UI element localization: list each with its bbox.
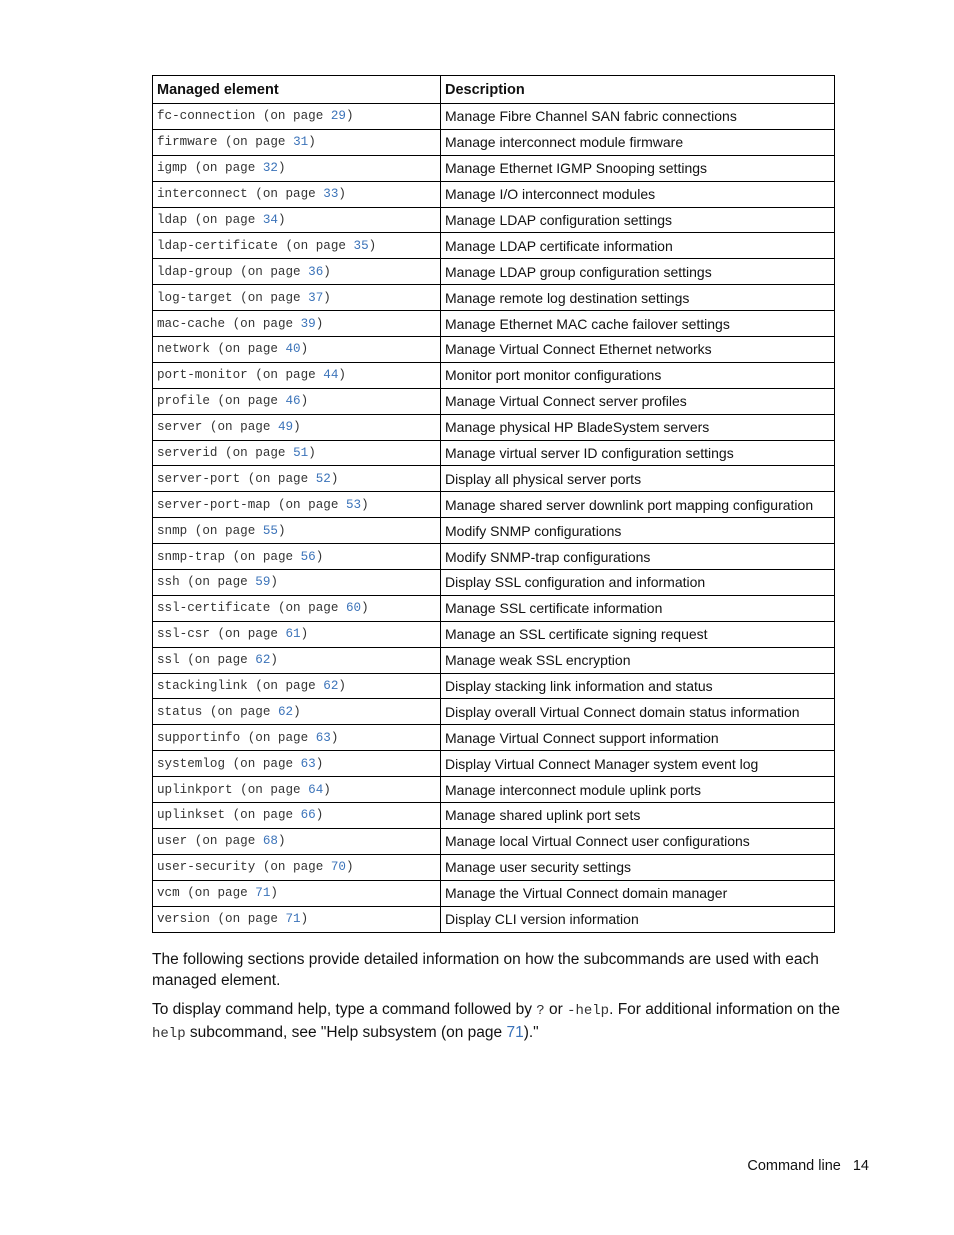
help-text-1: To display command help, type a command followed by	[152, 1001, 537, 1018]
table-row	[153, 362, 835, 388]
page-link[interactable]: 39	[300, 316, 316, 331]
managed-element-cell	[153, 337, 441, 363]
on-page-text: (on page	[217, 394, 278, 409]
table-row	[153, 388, 835, 414]
managed-element-cell	[153, 880, 441, 906]
managed-element-cell	[153, 388, 441, 414]
element-name: supportinfo	[157, 730, 241, 745]
close-paren: )	[361, 601, 369, 616]
on-page-text: (on page	[232, 316, 294, 331]
element-name: log-target	[157, 290, 233, 305]
element-name: server-port	[157, 471, 241, 486]
page-link[interactable]: 61	[285, 627, 301, 642]
table-row	[153, 595, 835, 621]
description-cell: Display SSL configuration and information	[441, 570, 835, 596]
on-page-text: (on page	[255, 187, 316, 202]
managed-element-cell	[153, 233, 441, 259]
help-paragraph	[152, 999, 852, 1045]
close-paren: )	[315, 549, 324, 564]
close-paren: )	[293, 420, 301, 435]
managed-element-cell	[153, 673, 441, 699]
description-cell: Manage Ethernet IGMP Snooping settings	[441, 155, 835, 181]
close-paren: )	[323, 264, 331, 279]
managed-element-cell	[153, 311, 441, 337]
page-link[interactable]: 44	[323, 368, 339, 383]
managed-elements-table	[152, 75, 835, 933]
close-paren: )	[323, 290, 331, 305]
page-link[interactable]: 66	[300, 808, 316, 823]
on-page-text: (on page	[187, 653, 248, 668]
description-cell: Manage Virtual Connect Ethernet networks	[441, 337, 835, 363]
table-header-row	[153, 76, 835, 104]
description-cell: Manage user security settings	[441, 854, 835, 880]
page-link[interactable]: 59	[255, 575, 271, 590]
table-row	[153, 285, 835, 311]
close-paren: )	[277, 213, 286, 227]
help-text-3: . For additional information on the	[609, 1001, 841, 1018]
table-row	[153, 906, 835, 932]
close-paren: )	[315, 808, 324, 823]
table-row	[153, 647, 835, 673]
page-link[interactable]: 62	[277, 704, 294, 719]
element-name: vcm	[157, 886, 180, 901]
managed-element-cell	[153, 207, 441, 233]
table-row	[153, 492, 835, 518]
description-cell: Display all physical server ports	[441, 466, 835, 492]
description-cell: Display Virtual Connect Manager system event log	[441, 751, 835, 777]
element-name: fc-connection	[157, 109, 256, 124]
table-row	[153, 466, 835, 492]
close-paren: )	[308, 135, 316, 150]
page-link[interactable]: 35	[353, 238, 369, 253]
description-cell: Display stacking link information and status	[441, 673, 835, 699]
page-link[interactable]: 52	[315, 471, 331, 486]
managed-element-cell	[153, 647, 441, 673]
close-paren: )	[315, 316, 324, 331]
description-cell: Manage local Virtual Connect user configurations	[441, 828, 835, 854]
on-page-text: (on page	[217, 627, 278, 642]
close-paren: )	[345, 109, 354, 124]
table-row	[153, 725, 835, 751]
table-body	[153, 104, 835, 933]
close-paren: )	[338, 679, 346, 694]
element-name: port-monitor	[157, 368, 248, 383]
page-link[interactable]: 29	[330, 109, 346, 124]
managed-element-cell	[153, 621, 441, 647]
on-page-text: (on page	[187, 575, 248, 590]
element-name: systemlog	[157, 756, 226, 771]
close-paren: )	[308, 446, 316, 461]
on-page-text: (on page	[232, 808, 294, 823]
footer-page-number: 14	[852, 1158, 869, 1174]
page-link[interactable]: 36	[308, 264, 324, 279]
table-row	[153, 104, 835, 130]
close-paren: )	[270, 575, 278, 590]
page-link[interactable]: 68	[262, 834, 278, 849]
managed-element-cell	[153, 854, 441, 880]
element-name: ssl-certificate	[157, 601, 271, 616]
table-row	[153, 803, 835, 829]
managed-element-cell	[153, 155, 441, 181]
managed-element-cell	[153, 362, 441, 388]
intro-paragraph: The following sections provide detailed information on how the subcommands are used with each managed element.	[152, 951, 819, 989]
on-page-text: (on page	[247, 730, 309, 745]
description-cell: Manage virtual server ID configuration settings	[441, 440, 835, 466]
element-name: ssh	[157, 575, 180, 590]
page-link[interactable]: 46	[285, 394, 301, 409]
element-name: status	[157, 704, 203, 719]
on-page-text: (on page	[240, 290, 301, 305]
on-page-text: (on page	[240, 264, 301, 279]
table-row	[153, 699, 835, 725]
description-cell: Manage Virtual Connect support information	[441, 725, 835, 751]
managed-element-cell	[153, 129, 441, 155]
description-cell: Display CLI version information	[441, 906, 835, 932]
page-link[interactable]: 55	[262, 523, 278, 538]
element-name: ldap-group	[157, 264, 233, 279]
description-cell: Manage physical HP BladeSystem servers	[441, 414, 835, 440]
close-paren: )	[270, 653, 278, 668]
description-cell: Manage Fibre Channel SAN fabric connections	[441, 104, 835, 130]
page-link[interactable]: 37	[308, 290, 324, 305]
close-paren: )	[323, 782, 331, 797]
description-cell: Manage shared uplink port sets	[441, 803, 835, 829]
page-link[interactable]: 63	[315, 730, 331, 745]
description-cell: Manage Ethernet MAC cache failover settings	[441, 311, 835, 337]
page-link[interactable]: 62	[255, 653, 271, 668]
table-row	[153, 673, 835, 699]
table-row	[153, 337, 835, 363]
page-link[interactable]: 64	[308, 782, 324, 797]
close-paren: )	[338, 368, 346, 383]
close-paren: )	[300, 627, 309, 642]
managed-element-cell	[153, 725, 441, 751]
description-cell: Manage the Virtual Connect domain manager	[441, 880, 835, 906]
description-cell: Manage LDAP certificate information	[441, 233, 835, 259]
table-row	[153, 518, 835, 544]
close-paren: )	[330, 471, 339, 486]
header-description: Description	[441, 76, 835, 104]
help-code-dash-help: -help	[567, 1003, 610, 1019]
on-page-text: (on page	[232, 549, 294, 564]
managed-element-cell	[153, 466, 441, 492]
element-name: firmware	[157, 135, 218, 150]
element-name: server	[157, 420, 203, 435]
page-link[interactable]: 53	[345, 497, 362, 512]
on-page-text: (on page	[225, 446, 286, 461]
help-text-2: or	[544, 1001, 568, 1018]
on-page-text: (on page	[232, 756, 294, 771]
managed-element-cell	[153, 414, 441, 440]
description-cell: Manage an SSL certificate signing request	[441, 621, 835, 647]
element-name: uplinkport	[157, 782, 233, 797]
managed-element-cell	[153, 828, 441, 854]
managed-element-cell	[153, 440, 441, 466]
on-page-text: (on page	[209, 704, 271, 719]
close-paren: )	[300, 912, 309, 927]
element-name: snmp	[157, 523, 188, 538]
on-page-text: (on page	[209, 420, 271, 435]
on-page-text: (on page	[194, 161, 256, 176]
page-link[interactable]: 71	[285, 912, 301, 927]
on-page-text: (on page	[187, 886, 248, 901]
on-page-text: (on page	[194, 213, 256, 227]
page-link[interactable]: 56	[300, 549, 316, 564]
managed-element-cell	[153, 285, 441, 311]
element-name: ssl	[157, 653, 180, 668]
description-cell: Manage SSL certificate information	[441, 595, 835, 621]
description-cell: Modify SNMP configurations	[441, 518, 835, 544]
page-link[interactable]: 71	[255, 886, 271, 901]
table-row	[153, 751, 835, 777]
on-page-text: (on page	[217, 912, 278, 927]
description-cell: Manage interconnect module uplink ports	[441, 777, 835, 803]
description-cell: Manage LDAP configuration settings	[441, 207, 835, 233]
managed-element-cell	[153, 803, 441, 829]
element-name: user	[157, 834, 188, 849]
table-row	[153, 880, 835, 906]
close-paren: )	[270, 886, 278, 901]
element-name: serverid	[157, 446, 218, 461]
element-name: uplinkset	[157, 808, 226, 823]
on-page-text: (on page	[277, 601, 339, 616]
element-name: interconnect	[157, 187, 248, 202]
page-link[interactable]: 70	[330, 860, 346, 875]
on-page-text: (on page	[225, 135, 286, 150]
element-name: network	[157, 342, 210, 357]
table-row	[153, 207, 835, 233]
on-page-text: (on page	[255, 679, 316, 694]
help-page-link[interactable]: 71	[506, 1024, 524, 1041]
page-link[interactable]: 33	[323, 187, 339, 202]
page-footer	[747, 1158, 869, 1174]
help-text-5: )."	[523, 1024, 539, 1041]
description-cell: Manage I/O interconnect modules	[441, 181, 835, 207]
close-paren: )	[300, 342, 309, 357]
header-managed-element: Managed element	[153, 76, 441, 104]
close-paren: )	[277, 161, 286, 176]
element-name: version	[157, 912, 210, 927]
close-paren: )	[361, 497, 369, 512]
managed-element-cell	[153, 699, 441, 725]
table-row	[153, 129, 835, 155]
table-row	[153, 414, 835, 440]
managed-element-cell	[153, 751, 441, 777]
element-name: ssl-csr	[157, 627, 210, 642]
table-row	[153, 440, 835, 466]
element-name: snmp-trap	[157, 549, 226, 564]
managed-element-cell	[153, 259, 441, 285]
managed-element-cell	[153, 518, 441, 544]
on-page-text: (on page	[217, 342, 278, 357]
element-name: user-security	[157, 860, 256, 875]
description-cell: Manage shared server downlink port mapping configuration	[441, 492, 835, 518]
table-row	[153, 181, 835, 207]
on-page-text: (on page	[247, 471, 309, 486]
description-cell: Manage interconnect module firmware	[441, 129, 835, 155]
help-code-help: help	[152, 1026, 186, 1042]
page-link[interactable]: 40	[285, 342, 301, 357]
element-name: profile	[157, 394, 210, 409]
page-link[interactable]: 49	[277, 420, 294, 435]
page-link[interactable]: 51	[293, 446, 309, 461]
table-row	[153, 233, 835, 259]
on-page-text: (on page	[285, 238, 346, 253]
managed-element-cell	[153, 595, 441, 621]
page-link[interactable]: 63	[300, 756, 316, 771]
element-name: mac-cache	[157, 316, 226, 331]
element-name: ldap-certificate	[157, 238, 278, 253]
element-name: server-port-map	[157, 497, 271, 512]
managed-element-cell	[153, 777, 441, 803]
description-cell: Manage remote log destination settings	[441, 285, 835, 311]
managed-element-cell	[153, 906, 441, 932]
managed-element-cell	[153, 492, 441, 518]
description-cell: Modify SNMP-trap configurations	[441, 544, 835, 570]
page-link[interactable]: 31	[293, 135, 309, 150]
footer-section-title: Command line	[747, 1158, 841, 1174]
table-row	[153, 544, 835, 570]
managed-element-cell	[153, 544, 441, 570]
description-cell: Manage LDAP group configuration settings	[441, 259, 835, 285]
on-page-text: (on page	[194, 834, 256, 849]
help-text-4: subcommand, see "Help subsystem (on page	[185, 1024, 507, 1041]
description-cell: Manage Virtual Connect server profiles	[441, 388, 835, 414]
page-link[interactable]: 62	[323, 679, 339, 694]
close-paren: )	[293, 704, 301, 719]
close-paren: )	[315, 756, 324, 771]
close-paren: )	[330, 730, 339, 745]
table-row	[153, 854, 835, 880]
table-row	[153, 570, 835, 596]
on-page-text: (on page	[262, 860, 324, 875]
description-cell: Monitor port monitor configurations	[441, 362, 835, 388]
element-name: ldap	[157, 213, 188, 227]
close-paren: )	[300, 394, 309, 409]
close-paren: )	[338, 187, 346, 202]
page-link[interactable]: 32	[262, 161, 278, 176]
close-paren: )	[345, 860, 354, 875]
table-row	[153, 777, 835, 803]
table-row	[153, 259, 835, 285]
on-page-text: (on page	[262, 109, 324, 124]
table-row	[153, 155, 835, 181]
close-paren: )	[277, 523, 286, 538]
on-page-text: (on page	[240, 782, 301, 797]
table-row	[153, 311, 835, 337]
description-cell: Manage weak SSL encryption	[441, 647, 835, 673]
page-link[interactable]: 60	[345, 601, 362, 616]
managed-element-cell	[153, 181, 441, 207]
on-page-text: (on page	[277, 497, 339, 512]
element-name: stackinglink	[157, 679, 248, 694]
on-page-text: (on page	[194, 523, 256, 538]
page-link[interactable]: 34	[262, 213, 278, 227]
close-paren: )	[368, 238, 377, 253]
element-name: igmp	[157, 161, 188, 176]
table-row	[153, 621, 835, 647]
help-code-question: ?	[536, 1003, 545, 1019]
table-row	[153, 828, 835, 854]
description-cell: Display overall Virtual Connect domain status information	[441, 699, 835, 725]
on-page-text: (on page	[255, 368, 316, 383]
managed-element-cell	[153, 104, 441, 130]
managed-element-cell	[153, 570, 441, 596]
close-paren: )	[277, 834, 286, 849]
